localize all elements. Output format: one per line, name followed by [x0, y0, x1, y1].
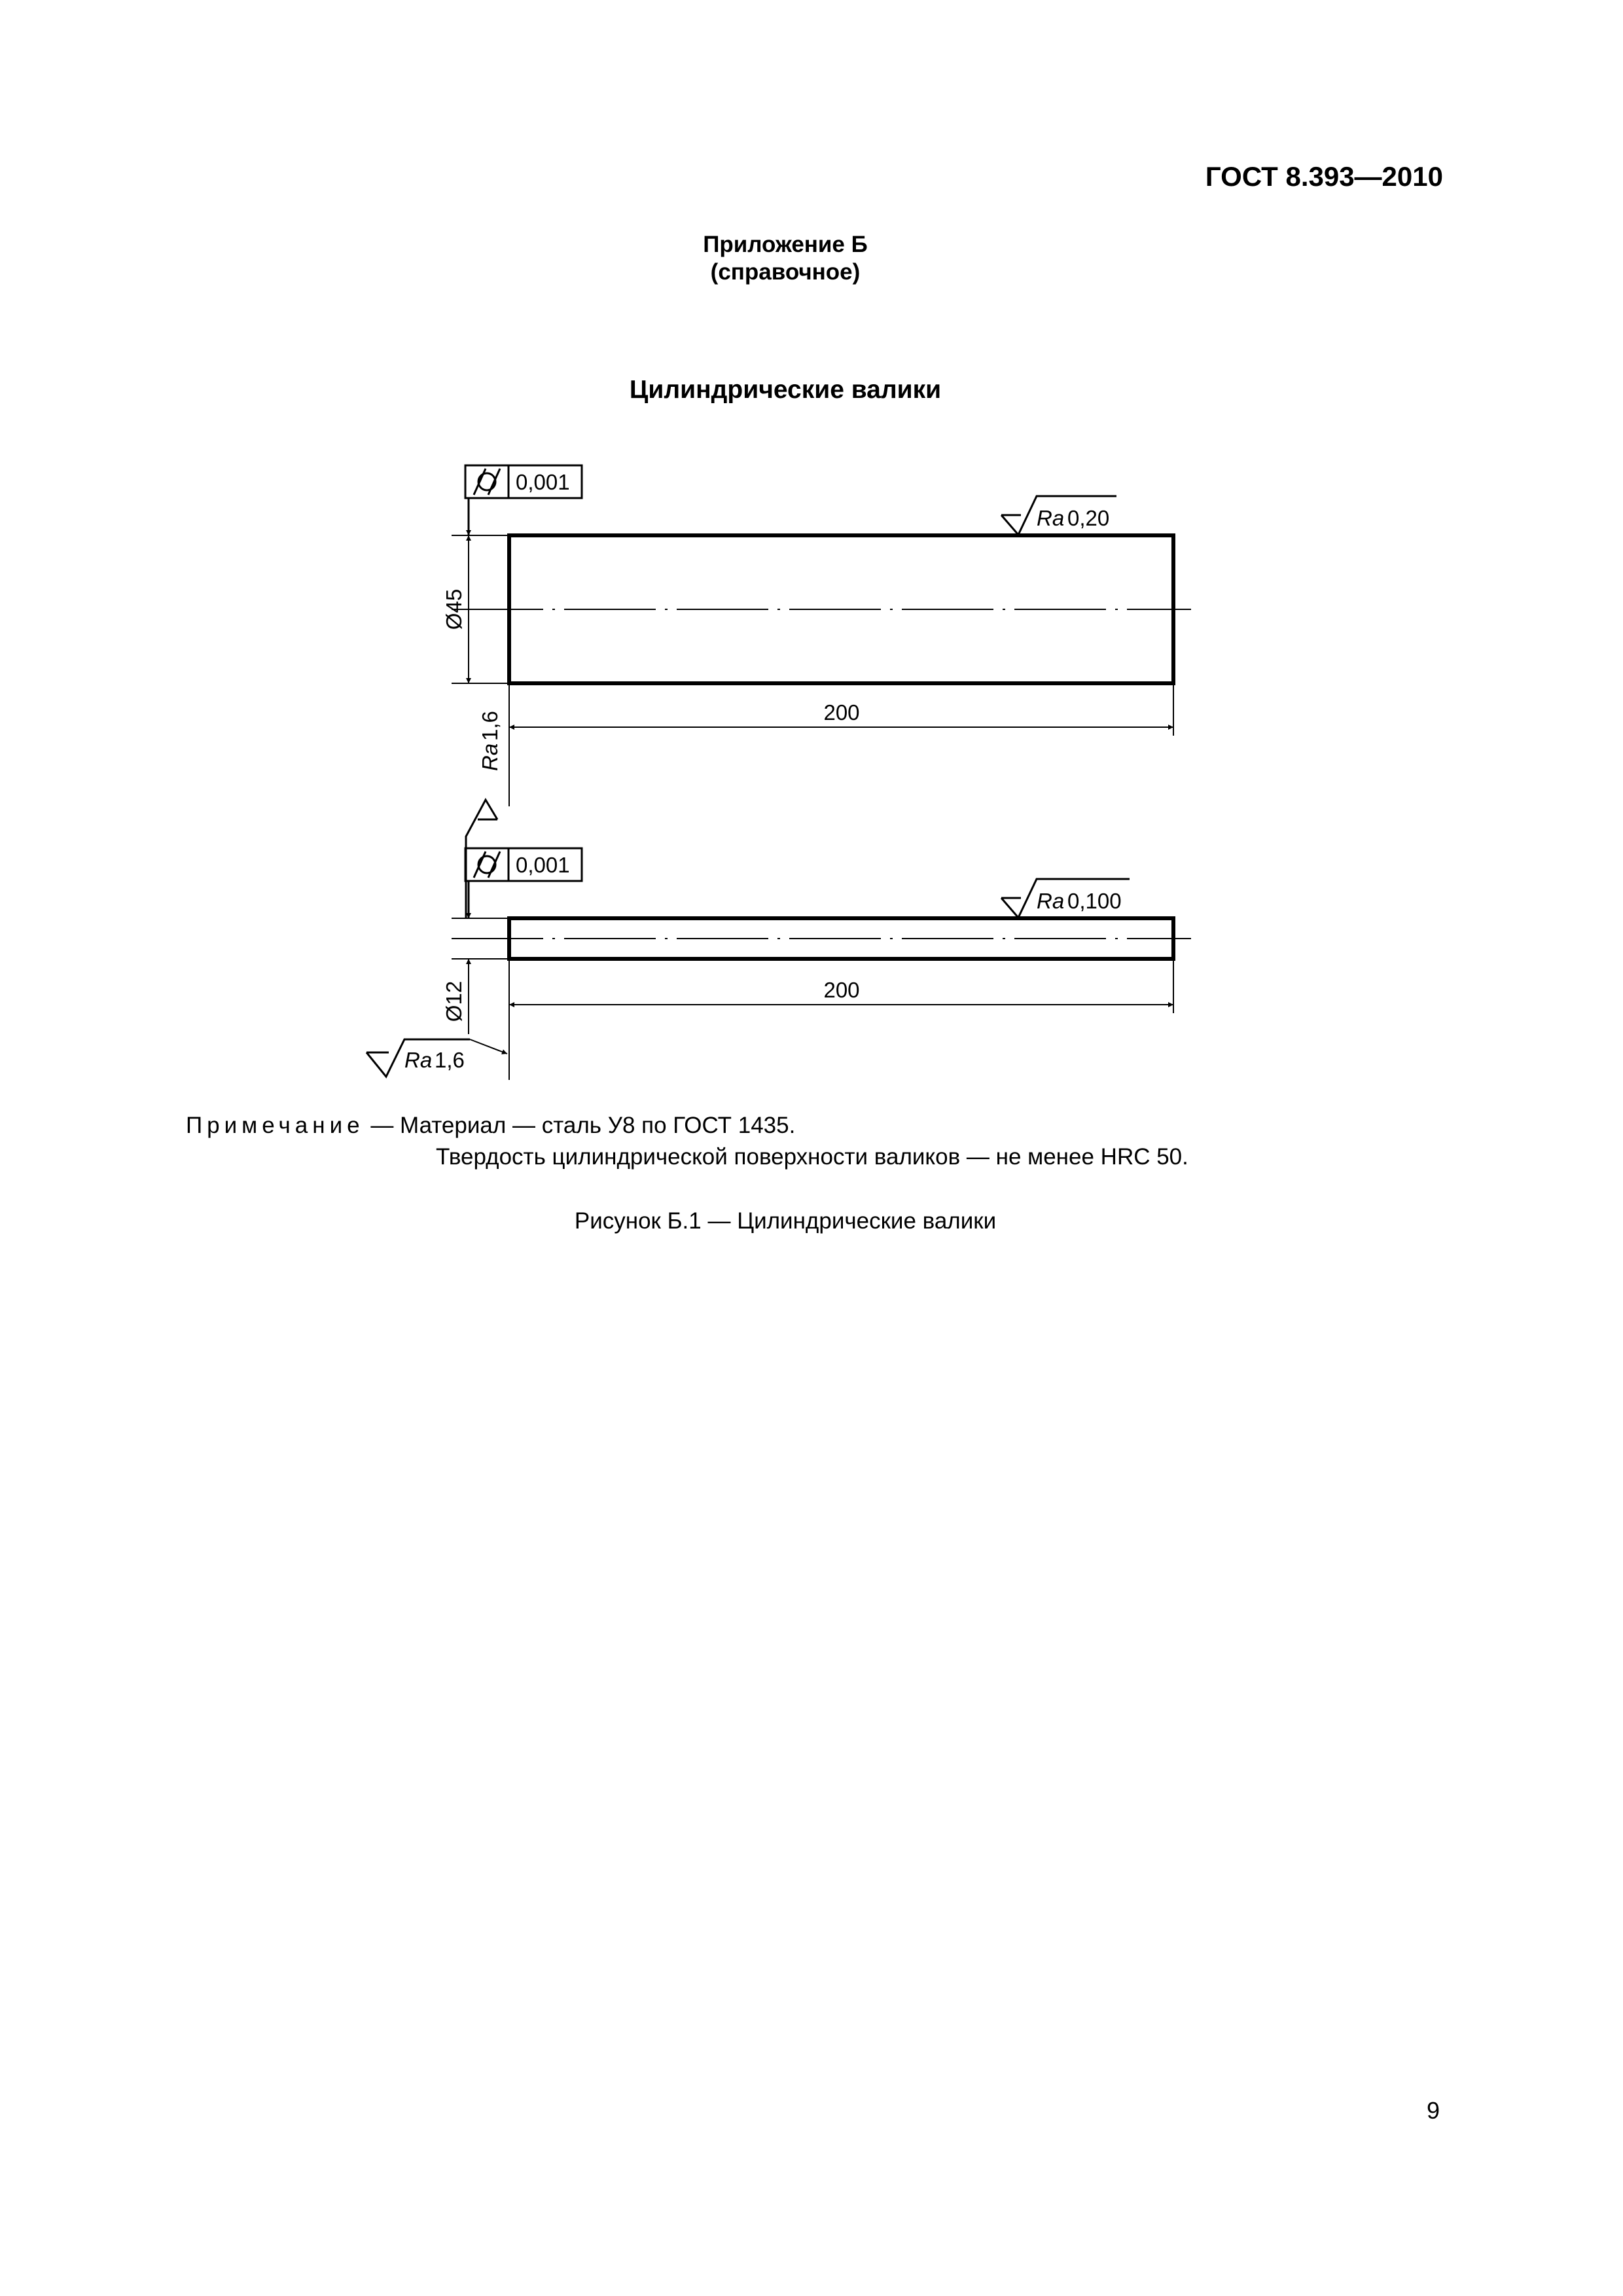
roller-1-roughness-param: Ra [1037, 506, 1065, 530]
note-label: Примечание [186, 1113, 365, 1138]
page-number: 9 [1426, 2097, 1440, 2124]
roller-1-end-roughness-param: Ra [478, 743, 502, 771]
roller-2-roughness-value: 0,100 [1067, 889, 1122, 913]
roller-1-length-label: 200 [823, 700, 860, 725]
document-number: ГОСТ 8.393—2010 [1205, 161, 1443, 192]
note [186, 1113, 795, 1139]
roller-2-end-roughness-value: 1,6 [435, 1048, 465, 1072]
roller-2-drawing [366, 848, 1191, 1080]
roller-2-tolerance-value: 0,001 [516, 853, 570, 877]
roller-2-end-roughness-symbol [366, 1039, 507, 1077]
roller-1-roughness-value: 0,20 [1067, 506, 1110, 530]
figure-caption: Рисунок Б.1 — Цилиндрические валики [574, 1208, 997, 1234]
roller-2-roughness-param: Ra [1037, 889, 1065, 913]
roller-2-end-roughness-param: Ra [404, 1048, 433, 1072]
roller-1-tolerance-frame [465, 465, 582, 498]
roller-1-diameter-label: Ø45 [442, 588, 466, 630]
appendix-title: Приложение Б [703, 232, 868, 257]
roller-1-drawing [442, 465, 1191, 918]
cylindricity-icon [474, 469, 500, 495]
roller-1-roughness-symbol [1001, 496, 1116, 535]
appendix-type: (справочное) [710, 259, 861, 285]
roller-1-end-roughness-value: 1,6 [478, 711, 502, 741]
roller-2-tolerance-frame [465, 848, 582, 881]
note-text-line-2: Твердость цилиндрической поверхности валиков — не менее HRC 50. [436, 1144, 1188, 1170]
roller-1-end-roughness-text [478, 711, 502, 771]
technical-drawing [0, 0, 1623, 1113]
roller-2-length-label: 200 [823, 978, 860, 1002]
roller-2-diameter-label: Ø12 [442, 980, 466, 1022]
roller-1-tolerance-value: 0,001 [516, 470, 570, 494]
section-title: Цилиндрические валики [629, 376, 942, 404]
cylindricity-icon [474, 852, 500, 878]
roller-2-roughness-symbol [1001, 879, 1130, 918]
note-text-line-1: — Материал — сталь У8 по ГОСТ 1435. [370, 1113, 796, 1138]
